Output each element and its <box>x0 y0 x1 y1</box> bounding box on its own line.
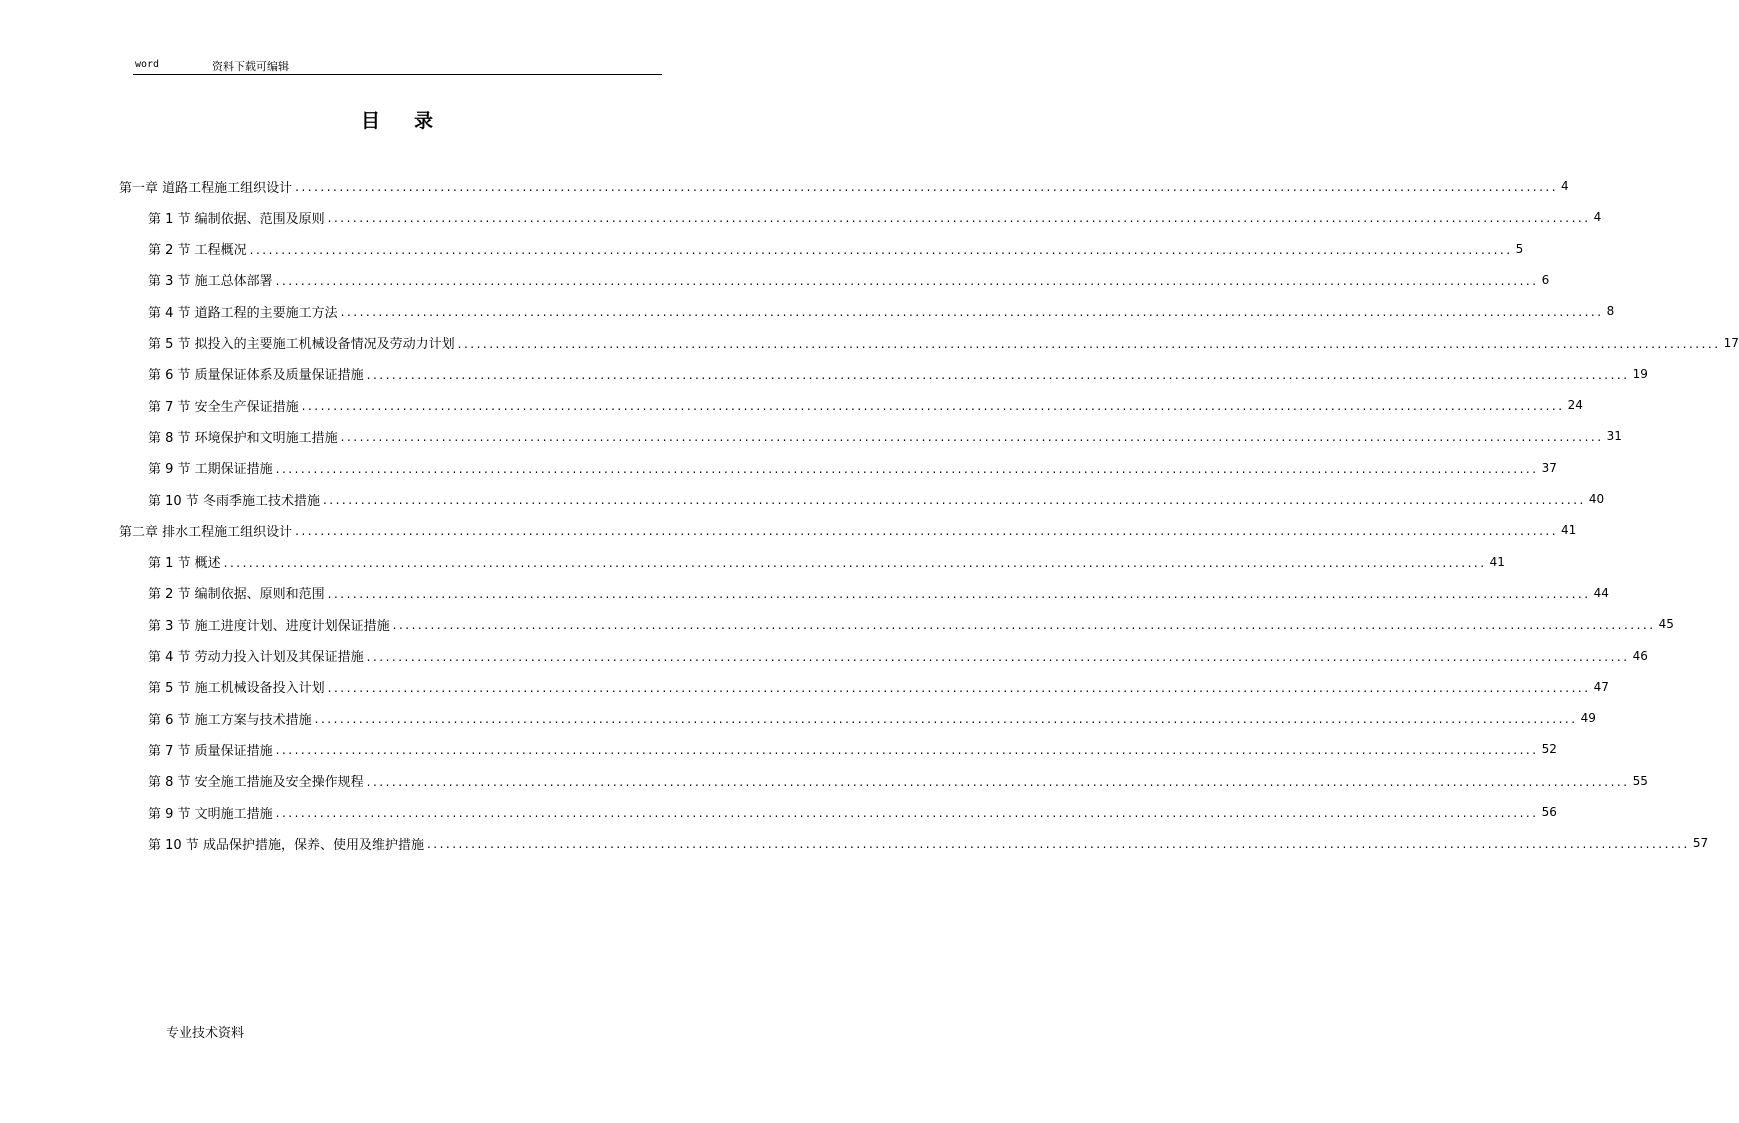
toc-entry-label: 第 9 节 工期保证措施 <box>148 462 273 478</box>
toc-entry[interactable] <box>148 614 1674 634</box>
toc-entry[interactable] <box>148 489 1605 509</box>
toc-leader-dots: ........................................................................................................................................................................................................ <box>366 774 1630 789</box>
toc-entry-label: 第 9 节 文明施工措施 <box>148 806 273 822</box>
page-footer: 专业技术资料 <box>166 1026 245 1041</box>
toc-leader-dots: ........................................................................................................................................................................................................ <box>366 649 1630 664</box>
toc-entry-page-number: 45 <box>1658 617 1674 632</box>
toc-entry-page-number: 41 <box>1489 554 1505 569</box>
toc-entry-label: 第二章 排水工程施工组织设计 <box>119 524 293 540</box>
toc-entry-label: 第 4 节 劳动力投入计划及其保证措施 <box>148 650 364 665</box>
toc-leader-dots: ........................................................................................................................................................................................................ <box>322 493 1586 507</box>
toc-entry-label: 第 7 节 安全生产保证措施 <box>148 399 299 415</box>
toc-entry-label: 第 7 节 质量保证措施 <box>148 743 273 759</box>
toc-leader-dots: ........................................................................................................................................................................................................ <box>301 399 1565 414</box>
toc-entry[interactable] <box>148 458 1557 478</box>
toc-leader-dots: ........................................................................................................................................................................................................ <box>366 367 1630 382</box>
toc-entry[interactable] <box>148 677 1609 697</box>
header-left-text: word <box>135 59 160 70</box>
toc-entry[interactable] <box>148 771 1648 791</box>
toc-entry-label: 第 2 节 编制依据、原则和范围 <box>148 587 325 603</box>
toc-entry-page-number: 49 <box>1580 711 1596 726</box>
toc-entry[interactable] <box>148 646 1648 666</box>
toc-entry-page-number: 17 <box>1723 335 1739 350</box>
toc-leader-dots: ........................................................................................................................................................................................................ <box>295 180 1559 194</box>
toc-entry-page-number: 4 <box>1593 210 1602 225</box>
toc-entry-label: 第 2 节 工程概况 <box>148 243 247 259</box>
toc-leader-dots: ........................................................................................................................................................................................................ <box>275 806 1539 820</box>
toc-leader-dots: ........................................................................................................................................................................................................ <box>275 461 1539 476</box>
toc-entry-page-number: 56 <box>1541 805 1557 819</box>
toc-entry-page-number: 31 <box>1606 429 1622 444</box>
toc-entry-label: 第 3 节 施工总体部署 <box>148 274 273 290</box>
toc-entry-page-number: 44 <box>1593 585 1609 600</box>
toc-entry-label: 第 8 节 安全施工措施及安全操作规程 <box>148 775 364 791</box>
toc-entry-page-number: 40 <box>1588 492 1605 506</box>
toc-entry-page-number: 41 <box>1561 523 1577 538</box>
toc-entry-page-number: 52 <box>1541 742 1557 757</box>
toc-leader-dots: ........................................................................................................................................................................................................ <box>340 430 1604 445</box>
toc-entry-label: 第 10 节 冬雨季施工技术措施 <box>148 493 320 509</box>
toc-entry-page-number: 8 <box>1606 304 1615 319</box>
toc-entry[interactable] <box>148 739 1557 759</box>
toc-entry[interactable] <box>119 176 1569 196</box>
toc-entry-label: 第 8 节 环境保护和文明施工措施 <box>148 430 338 446</box>
toc-leader-dots: ........................................................................................................................................................................................................ <box>275 743 1539 758</box>
toc-leader-dots: ........................................................................................................................................................................................................ <box>327 680 1591 695</box>
toc-leader-dots: ........................................................................................................................................................................................................ <box>426 837 1690 852</box>
toc-leader-dots: ........................................................................................................................................................................................................ <box>327 211 1591 226</box>
toc-entry[interactable] <box>148 395 1583 415</box>
toc-entry[interactable] <box>148 207 1602 227</box>
toc-entry-page-number: 24 <box>1567 398 1583 413</box>
toc-entry-label: 第 5 节 施工机械设备投入计划 <box>148 681 325 697</box>
toc-entry-label: 第 6 节 施工方案与技术措施 <box>148 712 312 728</box>
toc-leader-dots: ........................................................................................................................................................................................................ <box>457 336 1721 351</box>
toc-entry[interactable] <box>148 833 1709 853</box>
toc-entry[interactable] <box>148 802 1557 822</box>
toc-entry-label: 第 6 节 质量保证体系及质量保证措施 <box>148 368 364 384</box>
toc-entry[interactable] <box>148 552 1505 572</box>
toc-entry-page-number: 57 <box>1692 836 1709 851</box>
toc-leader-dots: ........................................................................................................................................................................................................ <box>340 305 1604 320</box>
toc-entry[interactable] <box>148 333 1739 353</box>
toc-entry-page-number: 19 <box>1632 366 1648 381</box>
toc-entry-page-number: 55 <box>1632 773 1648 788</box>
toc-entry-page-number: 4 <box>1561 179 1569 193</box>
toc-entry[interactable] <box>148 426 1622 446</box>
toc-leader-dots: ........................................................................................................................................................................................................ <box>327 586 1591 601</box>
toc-entry-label: 第 1 节 概述 <box>148 556 221 572</box>
page-title: 目录 <box>360 110 467 132</box>
toc-leader-dots: ........................................................................................................................................................................................................ <box>295 524 1559 539</box>
toc-entry-page-number: 37 <box>1541 460 1557 475</box>
toc-leader-dots: ........................................................................................................................................................................................................ <box>223 555 1487 570</box>
toc-entry[interactable] <box>148 364 1648 384</box>
toc-entry-page-number: 5 <box>1515 241 1524 256</box>
toc-entry-label: 第 4 节 道路工程的主要施工方法 <box>148 305 338 321</box>
toc-entry-label: 第 10 节 成品保护措施，保养、使用及维护措施 <box>148 837 424 853</box>
toc-entry[interactable] <box>148 301 1615 321</box>
toc-leader-dots: ........................................................................................................................................................................................................ <box>275 273 1539 288</box>
toc-entry-label: 第一章 道路工程施工组织设计 <box>119 180 293 196</box>
toc-entry-label: 第 3 节 施工进度计划、进度计划保证措施 <box>148 618 390 634</box>
toc-entry-page-number: 46 <box>1632 648 1648 663</box>
toc-entry[interactable] <box>148 583 1609 603</box>
toc-entry-page-number: 6 <box>1541 272 1550 287</box>
header-right-text: 资料下载可编辑 <box>212 60 289 73</box>
toc-entry[interactable] <box>148 239 1524 259</box>
toc-leader-dots: ........................................................................................................................................................................................................ <box>392 618 1656 633</box>
toc-entry[interactable] <box>148 270 1550 290</box>
toc-entry-page-number: 47 <box>1593 679 1609 694</box>
toc-entry[interactable] <box>119 520 1577 540</box>
toc-entry-label: 第 1 节 编制依据、范围及原则 <box>148 211 325 227</box>
toc-entry-label: 第 5 节 拟投入的主要施工机械设备情况及劳动力计划 <box>148 337 455 352</box>
toc-leader-dots: ........................................................................................................................................................................................................ <box>314 712 1578 727</box>
toc-leader-dots: ........................................................................................................................................................................................................ <box>249 242 1513 257</box>
toc-entry[interactable] <box>148 708 1596 728</box>
